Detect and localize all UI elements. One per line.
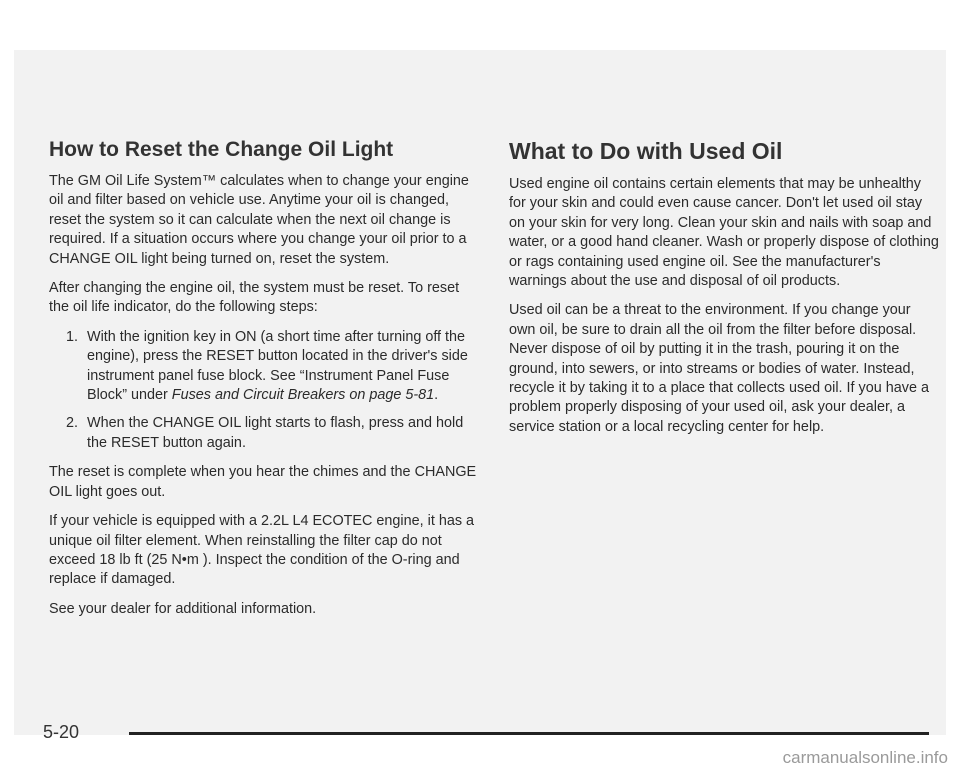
paragraph-reset-intro: After changing the engine oil, the system must be reset. To reset the oil life indicator, do the following steps: bbox=[49, 280, 460, 316]
footer-rule-divider bbox=[129, 732, 929, 735]
paragraph-used-oil-health: Used engine oil contains certain elements that may be unhealthy for your skin and could even cause cancer. Don't let used oil stay on your skin for very long. Clean your skin and nails with soap and water, or a good hand cleaner. Wash or properly dispose of clothing or rags containing used engine oil. See the manufacturer's warnings about the use and disposal of oil products. bbox=[509, 176, 939, 290]
manual-page bbox=[14, 50, 946, 742]
paragraph-oil-life-system: The GM Oil Life System™ calculates when to change your engine oil and filter based on vehicle use. Anytime your oil is changed, reset the system so it can calculate when the next oil change is required. If a situation occurs where you change your oil prior to a CHANGE OIL light being turned on, reset the system. bbox=[49, 173, 469, 267]
cross-reference-link[interactable]: Fuses and Circuit Breakers on page 5-81 bbox=[171, 387, 435, 404]
step-item-2 bbox=[49, 414, 479, 453]
paragraph-ecotec-filter: If your vehicle is equipped with a 2.2L L4 ECOTEC engine, it has a unique oil filter element. When reinstalling the filter cap do not exceed 18 lb ft (25 N•m ). Inspect the condition of the O-ring and replace if damaged. bbox=[49, 513, 475, 588]
section-heading-reset-oil-light: How to Reset the Change Oil Light bbox=[49, 138, 394, 161]
paragraph-reset-complete: The reset is complete when you hear the chimes and the CHANGE OIL light goes out. bbox=[49, 464, 477, 500]
step-item-1 bbox=[49, 328, 479, 406]
section-heading-used-oil: What to Do with Used Oil bbox=[509, 138, 783, 164]
step-text: When the CHANGE OIL light starts to flash, press and hold the RESET button again. bbox=[87, 415, 464, 451]
step-number: 2. bbox=[66, 415, 79, 432]
site-watermark: carmanualsonline.info bbox=[782, 748, 948, 767]
page-number: 5-20 bbox=[43, 722, 80, 742]
paragraph-used-oil-environment: Used oil can be a threat to the environment. If you change your own oil, be sure to drain all the oil from the filter before disposal. Never dispose of oil by putting it in the trash, pouring it on the ground, into sewers, or into streams or bodies of water. Instead, recycle it by taking it to a place that collects used oil. If you have a problem properly disposing of your used oil, ask your dealer, a service station or a local recycling center for help. bbox=[509, 302, 929, 435]
right-column bbox=[509, 138, 939, 447]
step-number: 1. bbox=[66, 328, 79, 345]
left-column bbox=[49, 138, 479, 629]
paragraph-see-dealer: See your dealer for additional information. bbox=[49, 600, 317, 617]
step-text: With the ignition key in ON (a short time after turning off the engine), press the RESET button located in the driver's side instrument panel fuse block. See “Instrument Panel Fuse Block” under bbox=[87, 328, 468, 404]
step-text-end: . bbox=[434, 387, 439, 404]
reset-steps-list bbox=[49, 328, 479, 453]
